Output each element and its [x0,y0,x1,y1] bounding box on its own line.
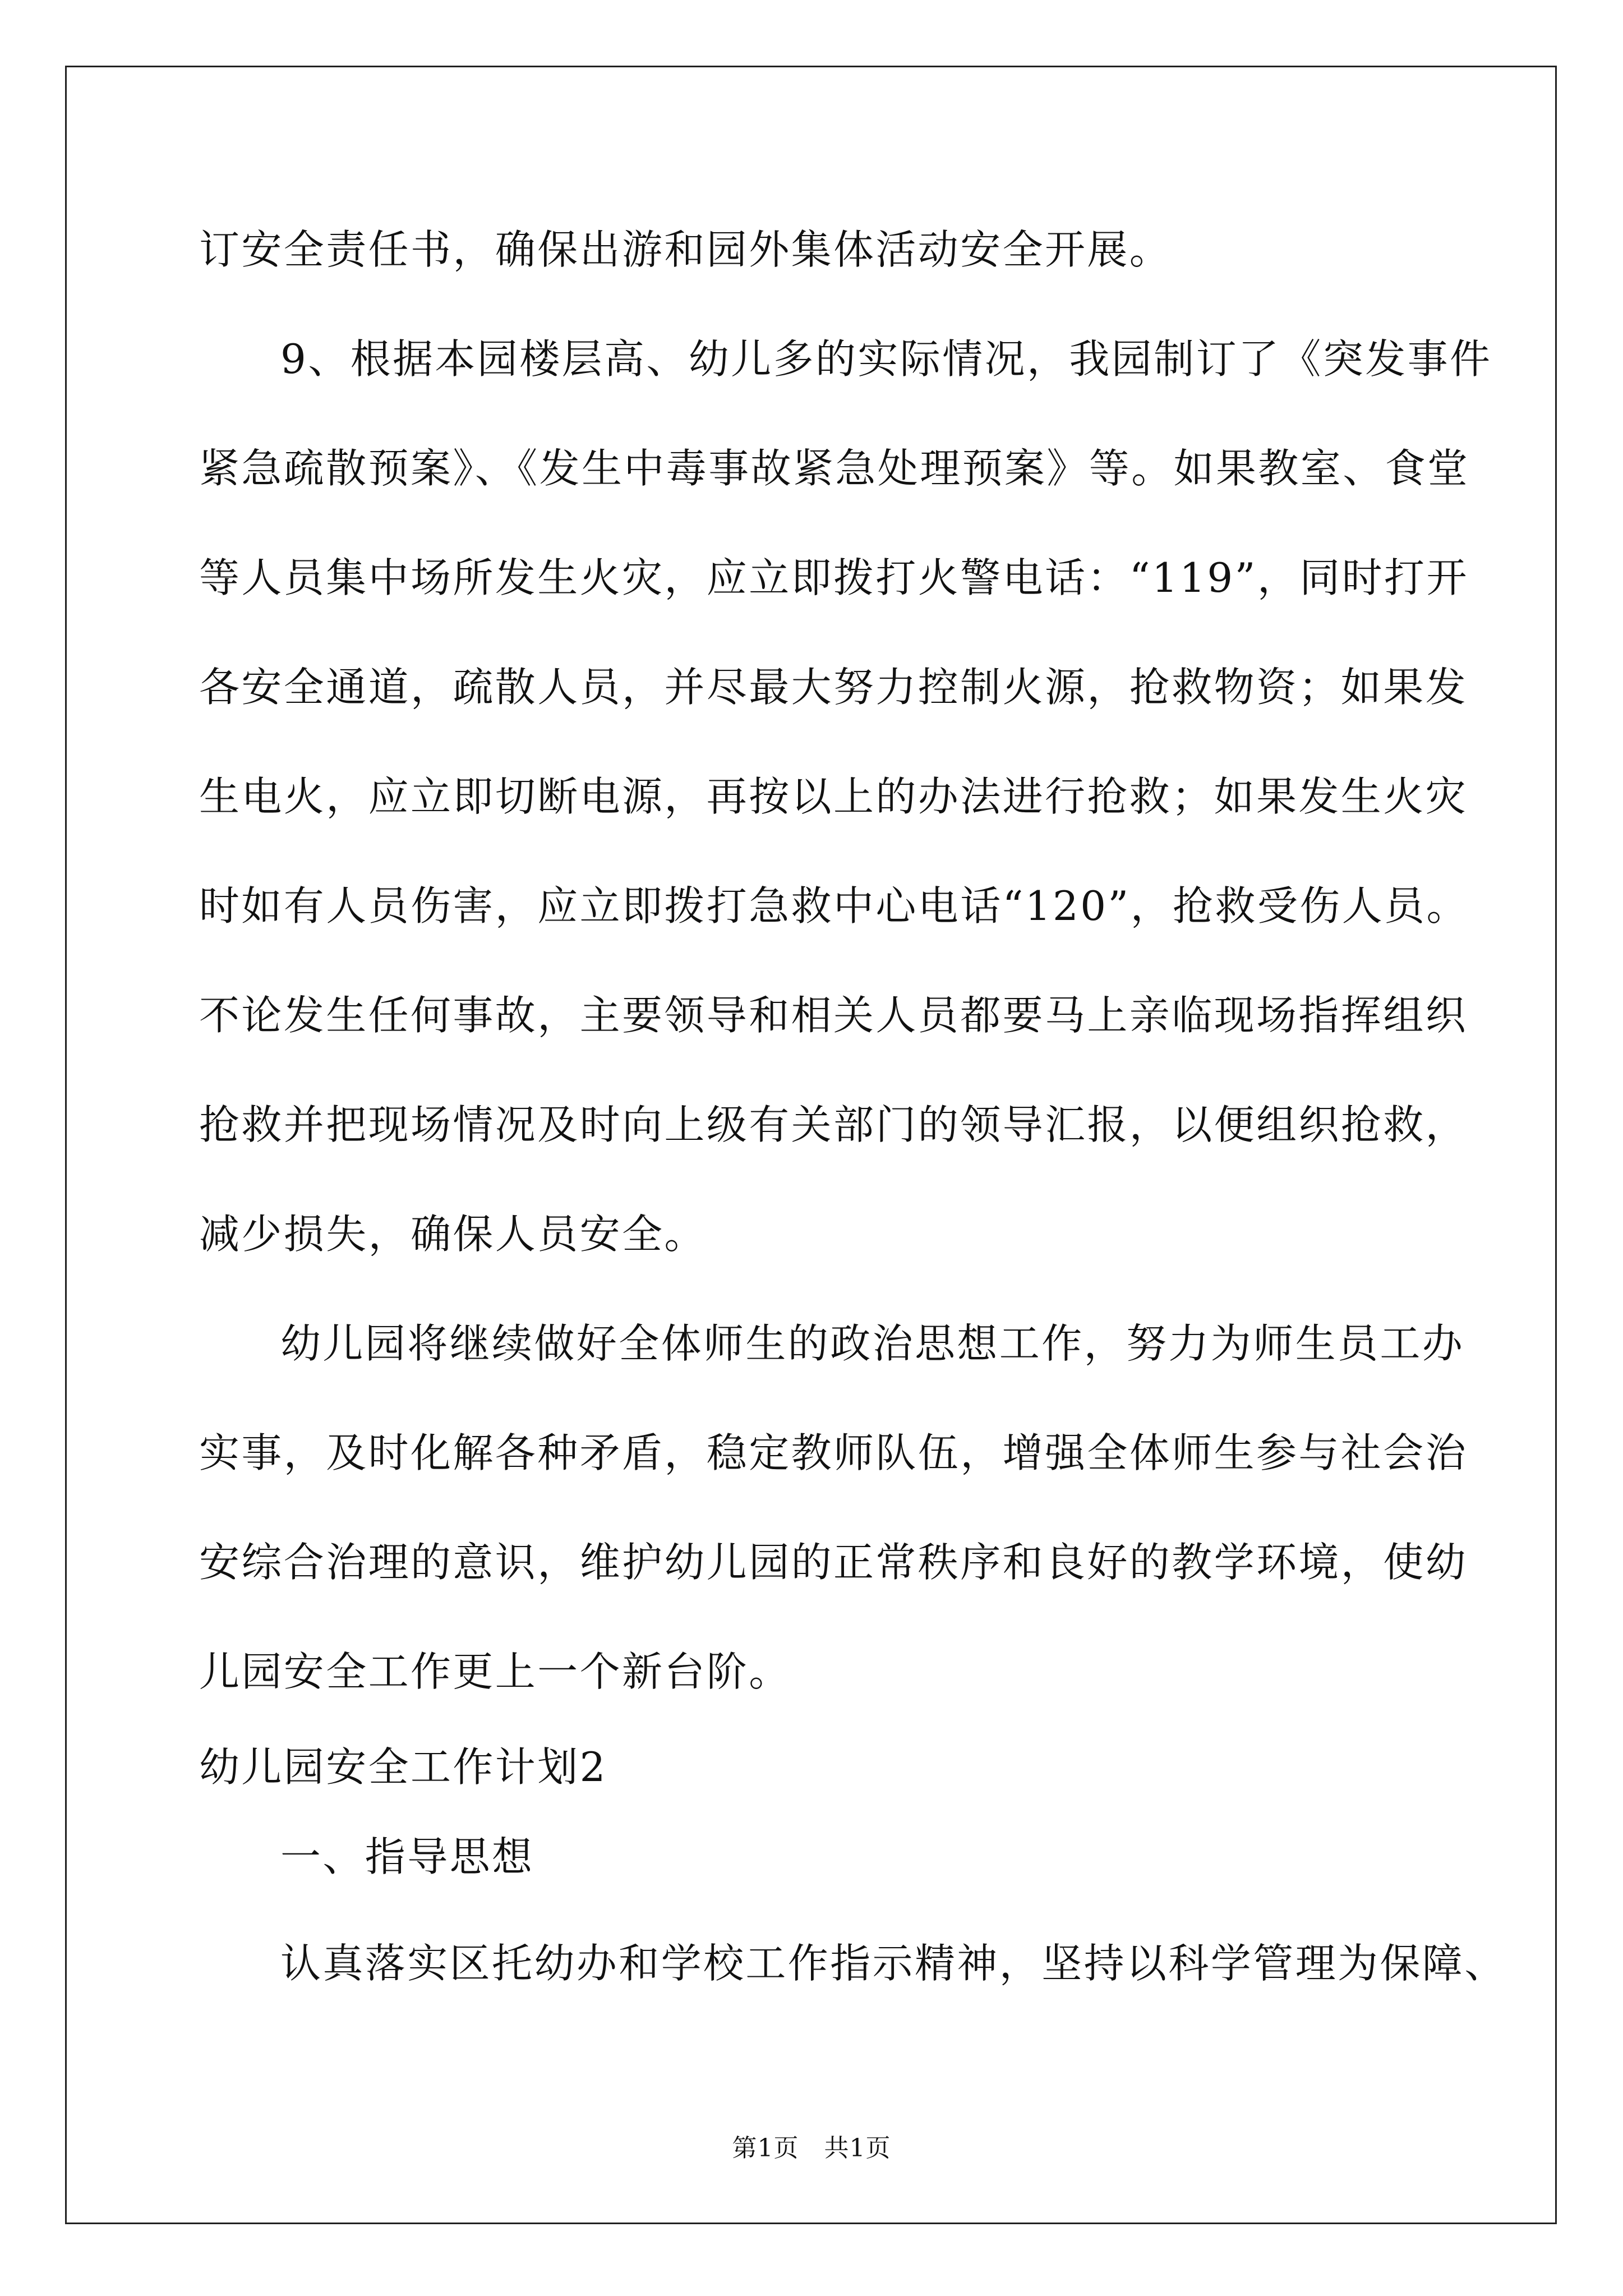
paragraph-line: 9、根据本园楼层高、幼儿多的实际情况，我园制订了《突发事件 [280,335,1492,383]
paragraph-line: 认真落实区托幼办和学校工作指示精神，坚持以科学管理为保障、 [280,1940,1507,1987]
paragraph-line: 等人员集中场所发生火灾，应立即拨打火警电话：“119”，同时打开 [199,554,1469,601]
paragraph-line: 儿园安全工作更上一个新台阶。 [199,1648,791,1695]
paragraph-line: 生电火，应立即切断电源，再按以上的办法进行抢救；如果发生火灾 [199,773,1468,820]
section-heading: 幼儿园安全工作计划2 [199,1743,607,1791]
paragraph-line: 抢救并把现场情况及时向上级有关部门的领导汇报，以便组织抢救， [199,1101,1468,1148]
paragraph-line: 实事，及时化解各种矛盾，稳定教师队伍，增强全体师生参与社会治 [199,1429,1468,1476]
paragraph-line: 订安全责任书，确保出游和园外集体活动安全开展。 [199,226,1172,273]
paragraph-line: 紧急疏散预案》、《发生中毒事故紧急处理预案》等。如果教室、食堂 [199,445,1470,492]
paragraph-line: 幼儿园将继续做好全体师生的政治思想工作，努力为师生员工办 [280,1320,1465,1367]
paragraph-line: 各安全通道，疏散人员，并尽最大努力控制火源，抢救物资；如果发 [199,664,1468,711]
paragraph-line: 不论发生任何事故，主要领导和相关人员都要马上亲临现场指挥组织 [199,992,1468,1039]
paragraph-line: 减少损失，确保人员安全。 [199,1211,707,1258]
paragraph-line: 安综合治理的意识，维护幼儿园的正常秩序和良好的教学环境，使幼 [199,1539,1468,1586]
page-footer: 第1页 共1页 [732,2134,891,2162]
subsection-heading: 一、指导思想 [280,1833,534,1880]
paragraph-line: 时如有人员伤害，应立即拨打急救中心电话“120”，抢救受伤人员。 [199,882,1469,930]
